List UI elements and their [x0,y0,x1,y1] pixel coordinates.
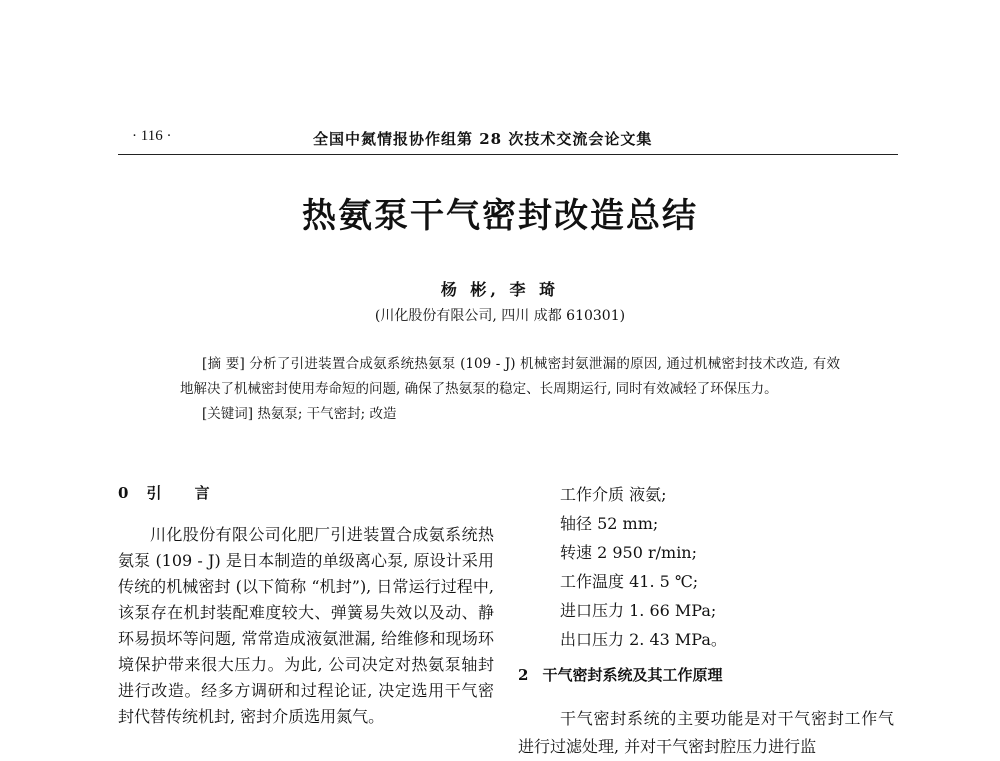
section2-paragraph: 干气密封系统的主要功能是对干气密封工作气进行过滤处理, 并对干气密封腔压力进行监 [518,709,894,756]
abstract-block [180,352,840,427]
keywords: [关键词] 热氨泵; 干气密封; 改造 [202,406,397,422]
section-heading-dry-gas-seal [518,664,722,685]
affiliation: (川化股份有限公司, 四川 成都 610301) [374,308,626,324]
right-column [518,705,894,761]
parameter-item: 进口压力 1. 66 MPa; [560,601,717,620]
journal-name: 全国中氮情报协作组第 28 次技术交流会论文集 [313,130,653,148]
running-header [118,124,898,155]
page-number: · 116 · [132,128,172,144]
parameter-item: 轴径 52 mm; [560,514,659,533]
abstract-text: [摘 要] 分析了引进装置合成氨系统热氨泵 (109 - J) 机械密封氨泄漏的原因, 通过机械密封技术改造, 有效地解决了机械密封使用寿命短的问题, 确保了热氨泵的稳定、长周期运行, 同时有效减轻了环保压力。 [180,356,840,397]
parameter-item: 转速 2 950 r/min; [560,543,698,562]
parameter-item: 工作温度 41. 5 ℃; [560,572,699,591]
parameter-list [560,480,890,654]
parameter-item: 出口压力 2. 43 MPa。 [560,630,727,649]
authors: 杨 彬, 李 琦 [440,280,560,299]
paper-title: 热氨泵干气密封改造总结 [302,196,698,236]
section-number: 2 [518,666,529,684]
section-heading-introduction [118,482,224,503]
left-column [118,522,494,730]
section-title: 干气密封系统及其工作原理 [542,666,723,684]
section-title: 引 言 [146,484,224,502]
parameter-item: 工作介质 液氨; [560,485,667,504]
intro-paragraph: 川化股份有限公司化肥厂引进装置合成氨系统热氨泵 (109 - J) 是日本制造的单级离心泵, 原设计采用传统的机械密封 (以下简称 “机封”), 日常运行过程中, 该泵存在机封装配难度较大、弹簧易失效以及动、静环易损坏等问题, 常常造成液氨泄漏, 给维修和现场环境保护带来很大压力。为此, 公司决定对热氨泵轴封进行改造。经多方调研和过程论证, 决定选用干气密封代替传统机封, 密封介质选用氮气。 [118,525,494,726]
section-number: 0 [118,484,129,502]
